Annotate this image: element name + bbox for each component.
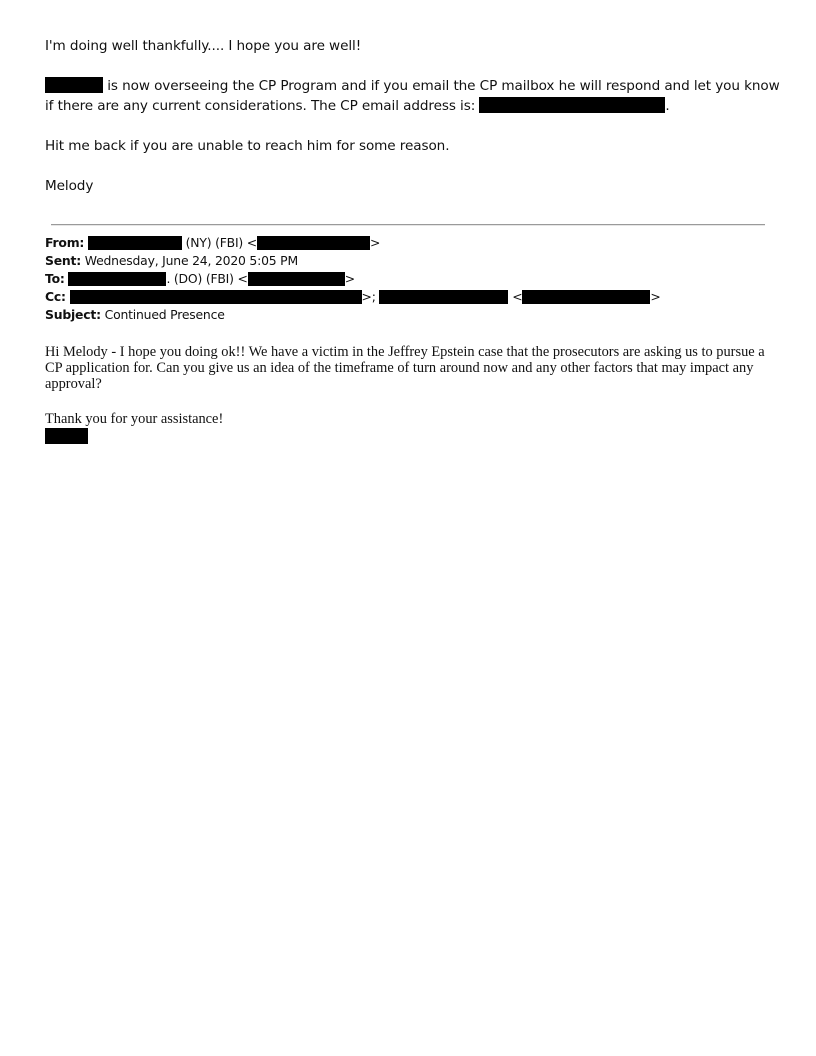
original-message — [45, 344, 780, 444]
header-from — [45, 234, 661, 252]
redaction-block — [522, 290, 650, 304]
redaction-block — [257, 236, 370, 250]
reply-greeting: I'm doing well thankfully.... I hope you are well! — [45, 38, 362, 54]
original-body: Hi Melody - I hope you doing ok!! We have a victim in the Jeffrey Epstein case that the prosecutors are asking us to pursue a CP application for. Can you give us an idea of the timeframe of turn around now and any other factors that may impact any approval? — [45, 344, 765, 392]
reply-followup: Hit me back if you are unable to reach him for some reason. — [45, 138, 450, 154]
cc-text: >; — [361, 289, 380, 304]
signature-redaction — [45, 428, 88, 444]
header-subject — [45, 306, 661, 324]
reply-paragraph — [45, 76, 780, 116]
cc-text-2: < — [508, 289, 523, 304]
from-end: > — [369, 235, 381, 250]
reply-paragraph-end: . — [665, 98, 670, 114]
header-cc — [45, 288, 661, 306]
redaction-block — [479, 97, 665, 113]
redaction-block — [70, 290, 362, 304]
redaction-block — [248, 272, 345, 286]
to-label: To: — [45, 271, 65, 286]
from-text: (NY) (FBI) < — [181, 235, 257, 250]
to-text: . (DO) (FBI) < — [166, 271, 248, 286]
redaction-block — [88, 236, 182, 250]
redaction-block — [68, 272, 166, 286]
header-sent — [45, 252, 661, 270]
sent-value: Wednesday, June 24, 2020 5:05 PM — [81, 253, 298, 268]
header-to — [45, 270, 661, 288]
reply-paragraph-text: is now overseeing the CP Program and if you email the CP mailbox he will respond and let you know if there are any current considerations. The CP email address is: — [45, 78, 780, 114]
cc-end: > — [650, 289, 661, 304]
cc-label: Cc: — [45, 289, 66, 304]
from-label: From: — [45, 235, 85, 250]
redaction-block — [379, 290, 508, 304]
sent-label: Sent: — [45, 253, 82, 268]
reply-message — [45, 36, 780, 216]
subject-label: Subject: — [45, 307, 101, 322]
subject-value: Continued Presence — [100, 307, 225, 322]
reply-signature: Melody — [45, 178, 94, 194]
redaction-block — [45, 77, 103, 93]
to-end: > — [344, 271, 355, 286]
message-divider — [51, 224, 765, 226]
email-header-block — [45, 234, 661, 324]
original-thanks: Thank you for your assistance! — [45, 411, 224, 427]
